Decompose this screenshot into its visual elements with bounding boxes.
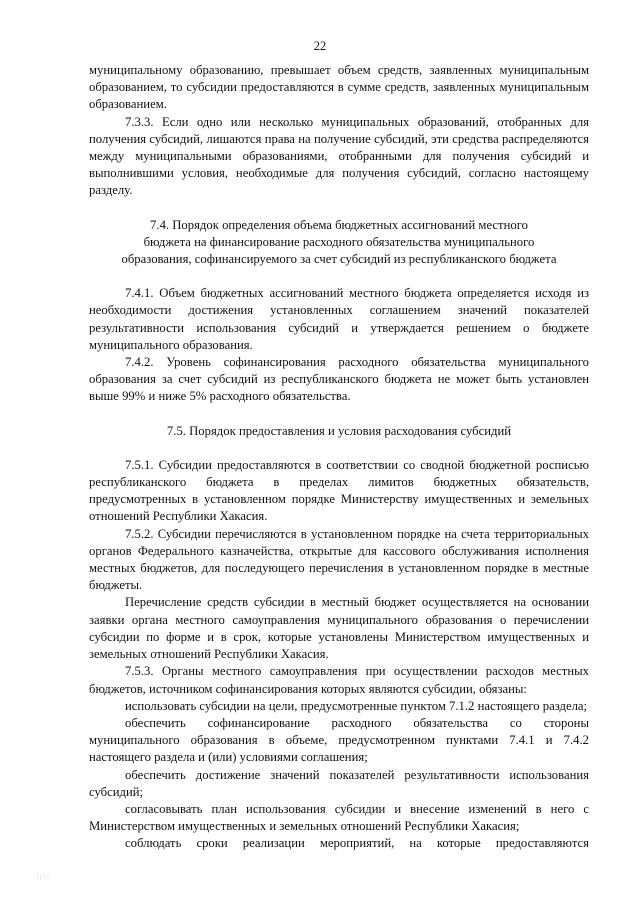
heading-line: образования, софинансируемого за счет субсидий из республиканского бюджета <box>121 252 557 267</box>
page-number: 22 <box>313 39 327 53</box>
paragraph-transfer: Перечисление средств субсидии в местный бюджет осуществляется на основании заявки органа местного самоуправления муниципального образования о перечислении субсидии по форме и в срок, которые установлены Министерством имущественных и земельных отношений Республики Хакасия. <box>89 595 589 662</box>
heading-line: 7.4. Порядок определения объема бюджетных ассигнований местного <box>150 217 528 232</box>
obligation-item: согласовывать план использования субсидии и внесение изменений в него с Министерством имущественных и земельных отношений Республики Хакасия; <box>89 801 589 834</box>
paragraph-continuation: муниципальному образованию, превышает объем средств, заявленных муниципальным образованием, то субсидии предоставляются в сумме средств, заявленных муниципальным образованием. <box>89 63 589 112</box>
obligation-item: обеспечить софинансирование расходного обязательства со стороны муниципального образования в объеме, предусмотренном пунктами 7.4.1 и 7.4.2 настоящего раздела и (или) условиями соглашения; <box>89 715 589 765</box>
obligation-item: обеспечить достижение значений показателей результативности использования субсидий; <box>89 767 589 799</box>
heading-line: бюджета на финансирование расходного обязательства муниципального <box>143 234 535 249</box>
paragraph-7-4-2: 7.4.2. Уровень софинансирования расходного обязательства муниципального образования за счет субсидий из республиканского бюджета не может быть установлен выше 99% и ниже 5% расходного обязательства. <box>89 355 589 404</box>
obligation-item: соблюдать сроки реализации мероприятий, на которые предоставляются <box>125 836 589 851</box>
section-heading-7-5: 7.5. Порядок предоставления и условия расходования субсидий <box>166 423 512 438</box>
paragraph-7-5-1: 7.5.1. Субсидии предоставляются в соответствии со сводной бюджетной росписью республиканского бюджета в пределах лимитов бюджетных обязательств, предусмотренных в установленном порядке Министерству имущественных и земельных отношений Республики Хакасия. <box>89 457 589 524</box>
paragraph-7-5-3: 7.5.3. Органы местного самоуправления при осуществлении расходов местных бюджетов, источником софинансирования которых являются субсидии, обязаны: <box>89 664 589 696</box>
obligation-item: использовать субсидии на цели, предусмотренные пунктом 7.1.2 настоящего раздела; <box>125 698 588 713</box>
scan-watermark: ⁝⁝⁝⁝ <box>36 873 51 882</box>
paragraph-7-3-3: 7.3.3. Если одно или несколько муниципальных образований, отобранных для получения субсидий, лишаются права на получение субсидий, эти средства распределяются между муниципальными образованиями, отобранными для получения субсидий и выполнившими условия, необходимые для получения субсидий, согласно настоящему разделу. <box>89 114 589 198</box>
paragraph-7-5-2: 7.5.2. Субсидии перечисляются в установленном порядке на счета территориальных органов Федерального казначейства, открытые для кассового обслуживания исполнения местных бюджетов, для последующего перечисления в установленном порядке в местные бюджеты. <box>89 526 589 593</box>
section-heading-7-4 <box>89 217 589 269</box>
document-body <box>89 62 589 853</box>
paragraph-7-4-1: 7.4.1. Объем бюджетных ассигнований местного бюджета определяется исходя из необходимости достижения установленных соглашением значений показателей результативности использования субсидий и утверждается решением о бюджете муниципального образования. <box>89 286 589 352</box>
